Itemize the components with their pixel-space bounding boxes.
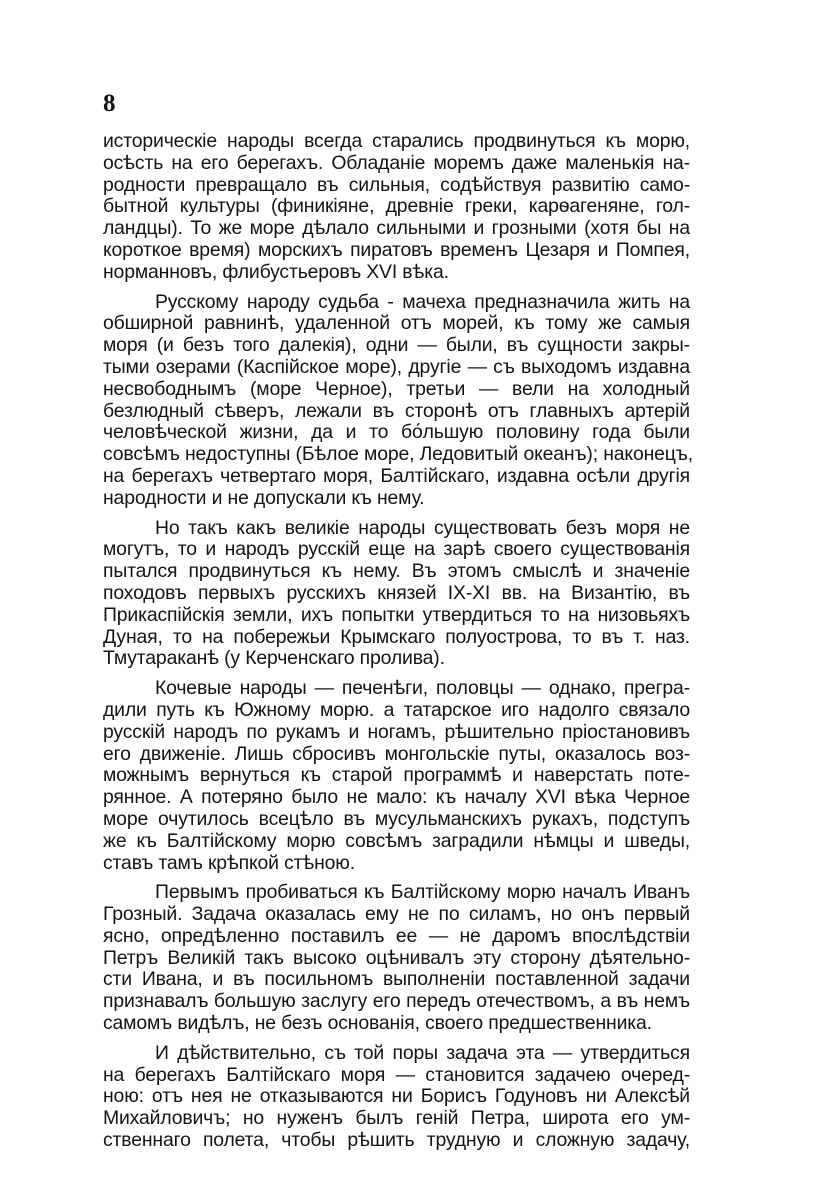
text-line: походовъ первыхъ русскихъ князей IX-XI вв. на Византію, въ xyxy=(103,581,690,604)
text-line: короткое время) морскихъ пиратовъ временъ Цезаря и Помпея, xyxy=(103,238,690,261)
text-line: человѣческой жизни, да и то бо́льшую половину года были xyxy=(103,421,690,444)
text-line: Петръ Великій такъ высоко оцѣнивалъ эту сторону дѣятельно- xyxy=(103,946,690,969)
body-text xyxy=(103,130,693,1160)
text-line: норманновъ, флибустьеровъ XVI вѣка. xyxy=(103,260,449,283)
text-line: народности и не допускали къ нему. xyxy=(103,486,425,509)
text-line: рянное. А потеряно было не мало: къ началу XVI вѣка Черное xyxy=(103,786,690,809)
text-line: могутъ, то и народъ русскій еще на зарѣ своего существованія xyxy=(103,538,690,561)
text-line: признавалъ большую заслугу его передъ отечествомъ, а въ немъ xyxy=(103,990,690,1013)
text-line: Русскому народу судьба - мачеха предназначила жить на xyxy=(155,290,690,313)
text-line: историческіе народы всегда старались продвинуться къ морю, xyxy=(103,130,690,152)
paragraph xyxy=(103,518,690,671)
paragraph xyxy=(103,678,690,874)
text-line: безлюдный сѣверъ, лежали въ сторонѣ отъ главныхъ артерій xyxy=(103,399,690,422)
text-line: обширной равнинѣ, удаленной отъ морей, къ тому же самыя xyxy=(103,312,690,335)
text-line: можнымъ вернуться къ старой программѣ и наверстать поте- xyxy=(103,764,690,787)
text-line: сти Ивана, и въ посильномъ выполненіи поставленной задачи xyxy=(103,968,690,991)
paragraph xyxy=(103,131,690,284)
text-line: пытался продвинуться къ нему. Въ этомъ смыслѣ и значеніе xyxy=(103,560,690,583)
paragraph xyxy=(103,882,690,1035)
text-line: ясно, опредѣленно поставилъ ее — не даромъ впослѣдствіи xyxy=(103,924,690,947)
text-line: Дуная, то на побережьи Крымскаго полуострова, то въ т. наз. xyxy=(103,625,690,648)
text-line: Прикаспійскія земли, ихъ попытки утвердиться то на низовьяхъ xyxy=(103,603,690,626)
text-line: И дѣйствительно, съ той поры задача эта — утвердиться xyxy=(155,1041,690,1064)
text-line: на берегахъ четвертаго моря, Балтійскаго, издавна осѣли другія xyxy=(103,464,690,487)
text-line: Первымъ пробиваться къ Балтійскому морю началъ Иванъ xyxy=(155,881,690,904)
text-line: дили путь къ Южному морю. а татарское иго надолго связало xyxy=(103,698,690,721)
text-line: осѣсть на его берегахъ. Обладаніе моремъ даже маленькія на- xyxy=(103,151,690,174)
text-line: моря (и безъ того далекія), одни — были, въ сущности закры- xyxy=(103,334,690,357)
page-number: 8 xyxy=(103,90,116,117)
text-line: Тмутараканѣ (у Керченскаго пролива). xyxy=(103,647,445,670)
text-line: Кочевые народы — печенѣги, половцы — однако, прегра- xyxy=(155,677,690,700)
text-line: тыми озерами (Каспійское море), другіе — съ выходомъ издавна xyxy=(103,355,690,378)
text-line: Но такъ какъ великіе народы существовать безъ моря не xyxy=(155,516,690,539)
text-line: Грозный. Задача оказалась ему не по силамъ, но онъ первый xyxy=(103,903,690,926)
text-line: родности превращало въ сильныя, содѣйствуя развитію само- xyxy=(103,173,690,196)
text-line: совсѣмъ недоступны (Бѣлое море, Ледовитый океанъ); наконецъ, xyxy=(103,443,693,466)
text-line: ландцы). То же море дѣлало сильными и грозными (хотя бы на xyxy=(103,217,690,240)
text-line: Михайловичъ; но нуженъ былъ геній Петра, широта его ум- xyxy=(103,1107,690,1130)
text-line: ною: отъ нея не отказываются ни Борисъ Годуновъ ни Алексѣй xyxy=(103,1085,690,1108)
text-line: же къ Балтійскому морю совсѣмъ заградили нѣмцы и шведы, xyxy=(103,829,690,852)
text-line: на берегахъ Балтійскаго моря — становится задачею очеред- xyxy=(103,1063,690,1086)
text-line: ственнаго полета, чтобы рѣшить трудную и сложную задачу, xyxy=(103,1129,690,1152)
text-line: самомъ видѣлъ, не безъ основанія, своего предшественника. xyxy=(103,1012,652,1035)
text-line: несвободнымъ (море Черное), третьи — вели на холодный xyxy=(103,377,690,400)
text-line: русскій народъ по рукамъ и ногамъ, рѣшительно пріостановивъ xyxy=(103,720,690,743)
text-line: ставъ тамъ крѣпкой стѣною. xyxy=(103,851,355,874)
paragraph xyxy=(103,1043,690,1152)
text-line: бытной культуры (финикіяне, древніе греки, карѳагеняне, гол- xyxy=(103,195,690,218)
text-line: его движеніе. Лишь сбросивъ монгольскіе путы, оказалось воз- xyxy=(103,742,690,765)
paragraph xyxy=(103,290,693,510)
text-line: море очутилось всецѣло въ мусульманскихъ рукахъ, подступъ xyxy=(103,807,690,830)
